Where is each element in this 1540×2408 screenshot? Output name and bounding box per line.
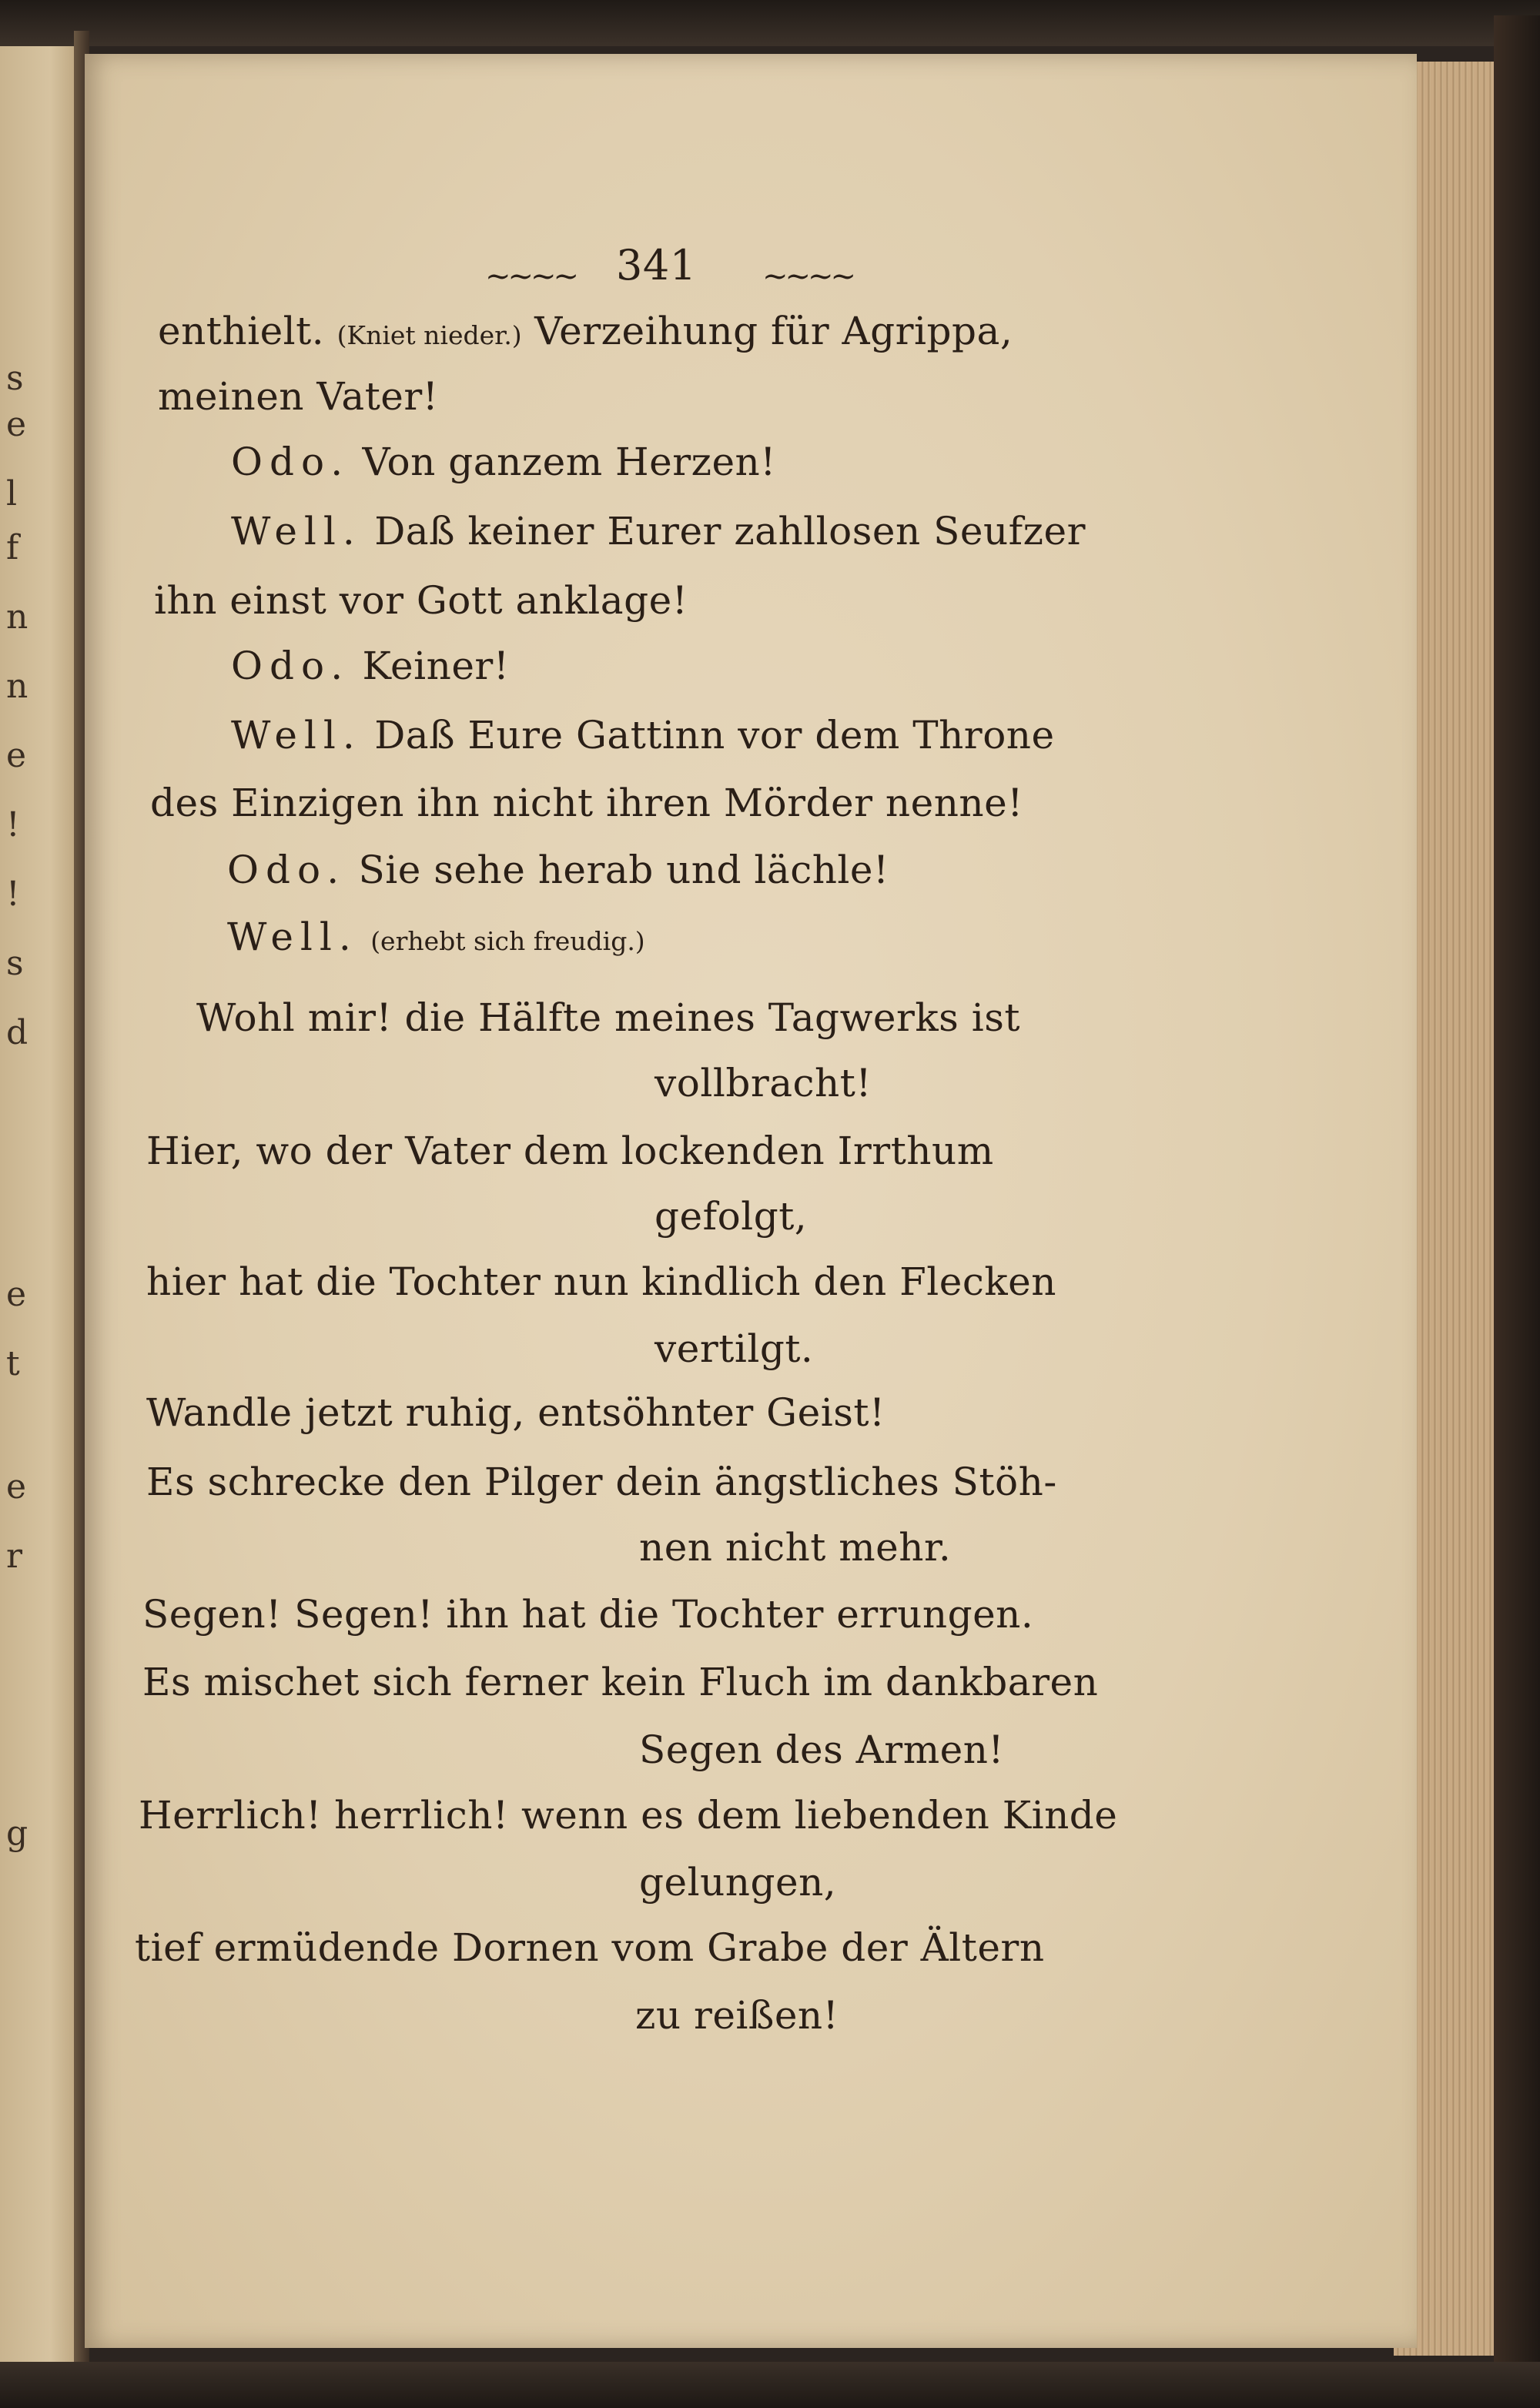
verse-line: Wandle jetzt ruhig, entsöhnter Geist! [146,1390,886,1435]
verse-continuation: gefolgt, [654,1194,808,1239]
dialogue-line [231,713,1055,758]
speaker-name: Odo. [231,644,350,688]
left-margin-letter: d [6,1013,28,1052]
verse-continuation: Segen des Armen! [639,1727,1004,1772]
verse-continuation: zu reißen! [635,1993,839,2038]
page-header [485,241,855,294]
left-margin-letter: t [6,1344,20,1383]
verse-line: Herrlich! herrlich! wenn es dem liebenden Kinde [139,1793,1118,1838]
verse-line: tief ermüdende Dornen vom Grabe der Ältern [135,1925,1045,1970]
speaker-name: Well. [231,509,362,554]
verse-line: hier hat die Tochter nun kindlich den Flecken [146,1259,1056,1304]
dialogue-line [231,644,510,688]
dialogue-line [231,440,776,484]
page-number: 341 [616,241,697,289]
line-text: Keiner! [362,644,510,688]
line-text: Daß keiner Eurer zahllosen Seufzer [374,509,1086,554]
text-line: meinen Vater! [158,374,439,419]
header-ornament-right: ~~~~ [762,259,854,294]
text-line: ihn einst vor Gott anklage! [154,578,688,623]
line-text: enthielt. [158,309,325,353]
stage-direction: (erhebt sich freudig.) [370,926,645,956]
dialogue-line [231,509,1086,554]
left-margin-letter: s [6,944,24,983]
verse-continuation: nen nicht mehr. [639,1525,952,1570]
book-cover-top [0,0,1540,46]
left-margin-letter: r [6,1537,23,1576]
left-margin-letter: n [6,667,28,706]
left-margin-letter: e [6,1275,27,1314]
book-cover-bottom [0,2362,1540,2408]
left-margin-letter: g [6,1814,28,1853]
dialogue-line [227,915,645,959]
speaker-name: Well. [227,915,358,959]
verse-line: Hier, wo der Vater dem lockenden Irrthum [146,1129,994,1173]
dialogue-line [227,848,889,892]
left-margin-letter: f [6,528,19,567]
verse-continuation: vertilgt. [654,1326,814,1371]
text-line [158,309,1013,353]
text-line: des Einzigen ihn nicht ihren Mörder nenne! [150,781,1023,825]
left-margin-letter: s [6,359,24,398]
verse-line: Wohl mir! die Hälfte meines Tagwerks ist [196,995,1020,1040]
verse-continuation: vollbracht! [654,1061,872,1105]
verse-line: Segen! Segen! ihn hat die Tochter errungen. [142,1592,1034,1637]
verse-line: Es mischet sich ferner kein Fluch im dankbaren [142,1660,1099,1704]
book-cover-right [1494,15,1540,2402]
line-text: Von ganzem Herzen! [362,440,776,484]
left-margin-letter: ! [6,805,20,844]
line-text: Verzeihung für Agrippa, [534,309,1013,353]
left-page-fragment [0,46,83,2363]
line-text: Daß Eure Gattinn vor dem Throne [374,713,1055,758]
left-margin-letter: l [6,474,18,513]
left-margin-letter: n [6,597,28,637]
left-margin-letter: e [6,736,27,775]
left-margin-letter: e [6,405,27,444]
header-ornament-left: ~~~~ [485,259,577,294]
left-margin-letter: e [6,1467,27,1507]
verse-line: Es schrecke den Pilger dein ängstliches Stöh- [146,1460,1057,1504]
speaker-name: Well. [231,713,362,758]
speaker-name: Odo. [231,440,350,484]
verse-continuation: gelungen, [639,1860,837,1905]
line-text: Sie sehe herab und lächle! [358,848,889,892]
speaker-name: Odo. [227,848,346,892]
stage-direction: (Kniet nieder.) [336,320,522,350]
left-margin-letter: ! [6,875,20,914]
